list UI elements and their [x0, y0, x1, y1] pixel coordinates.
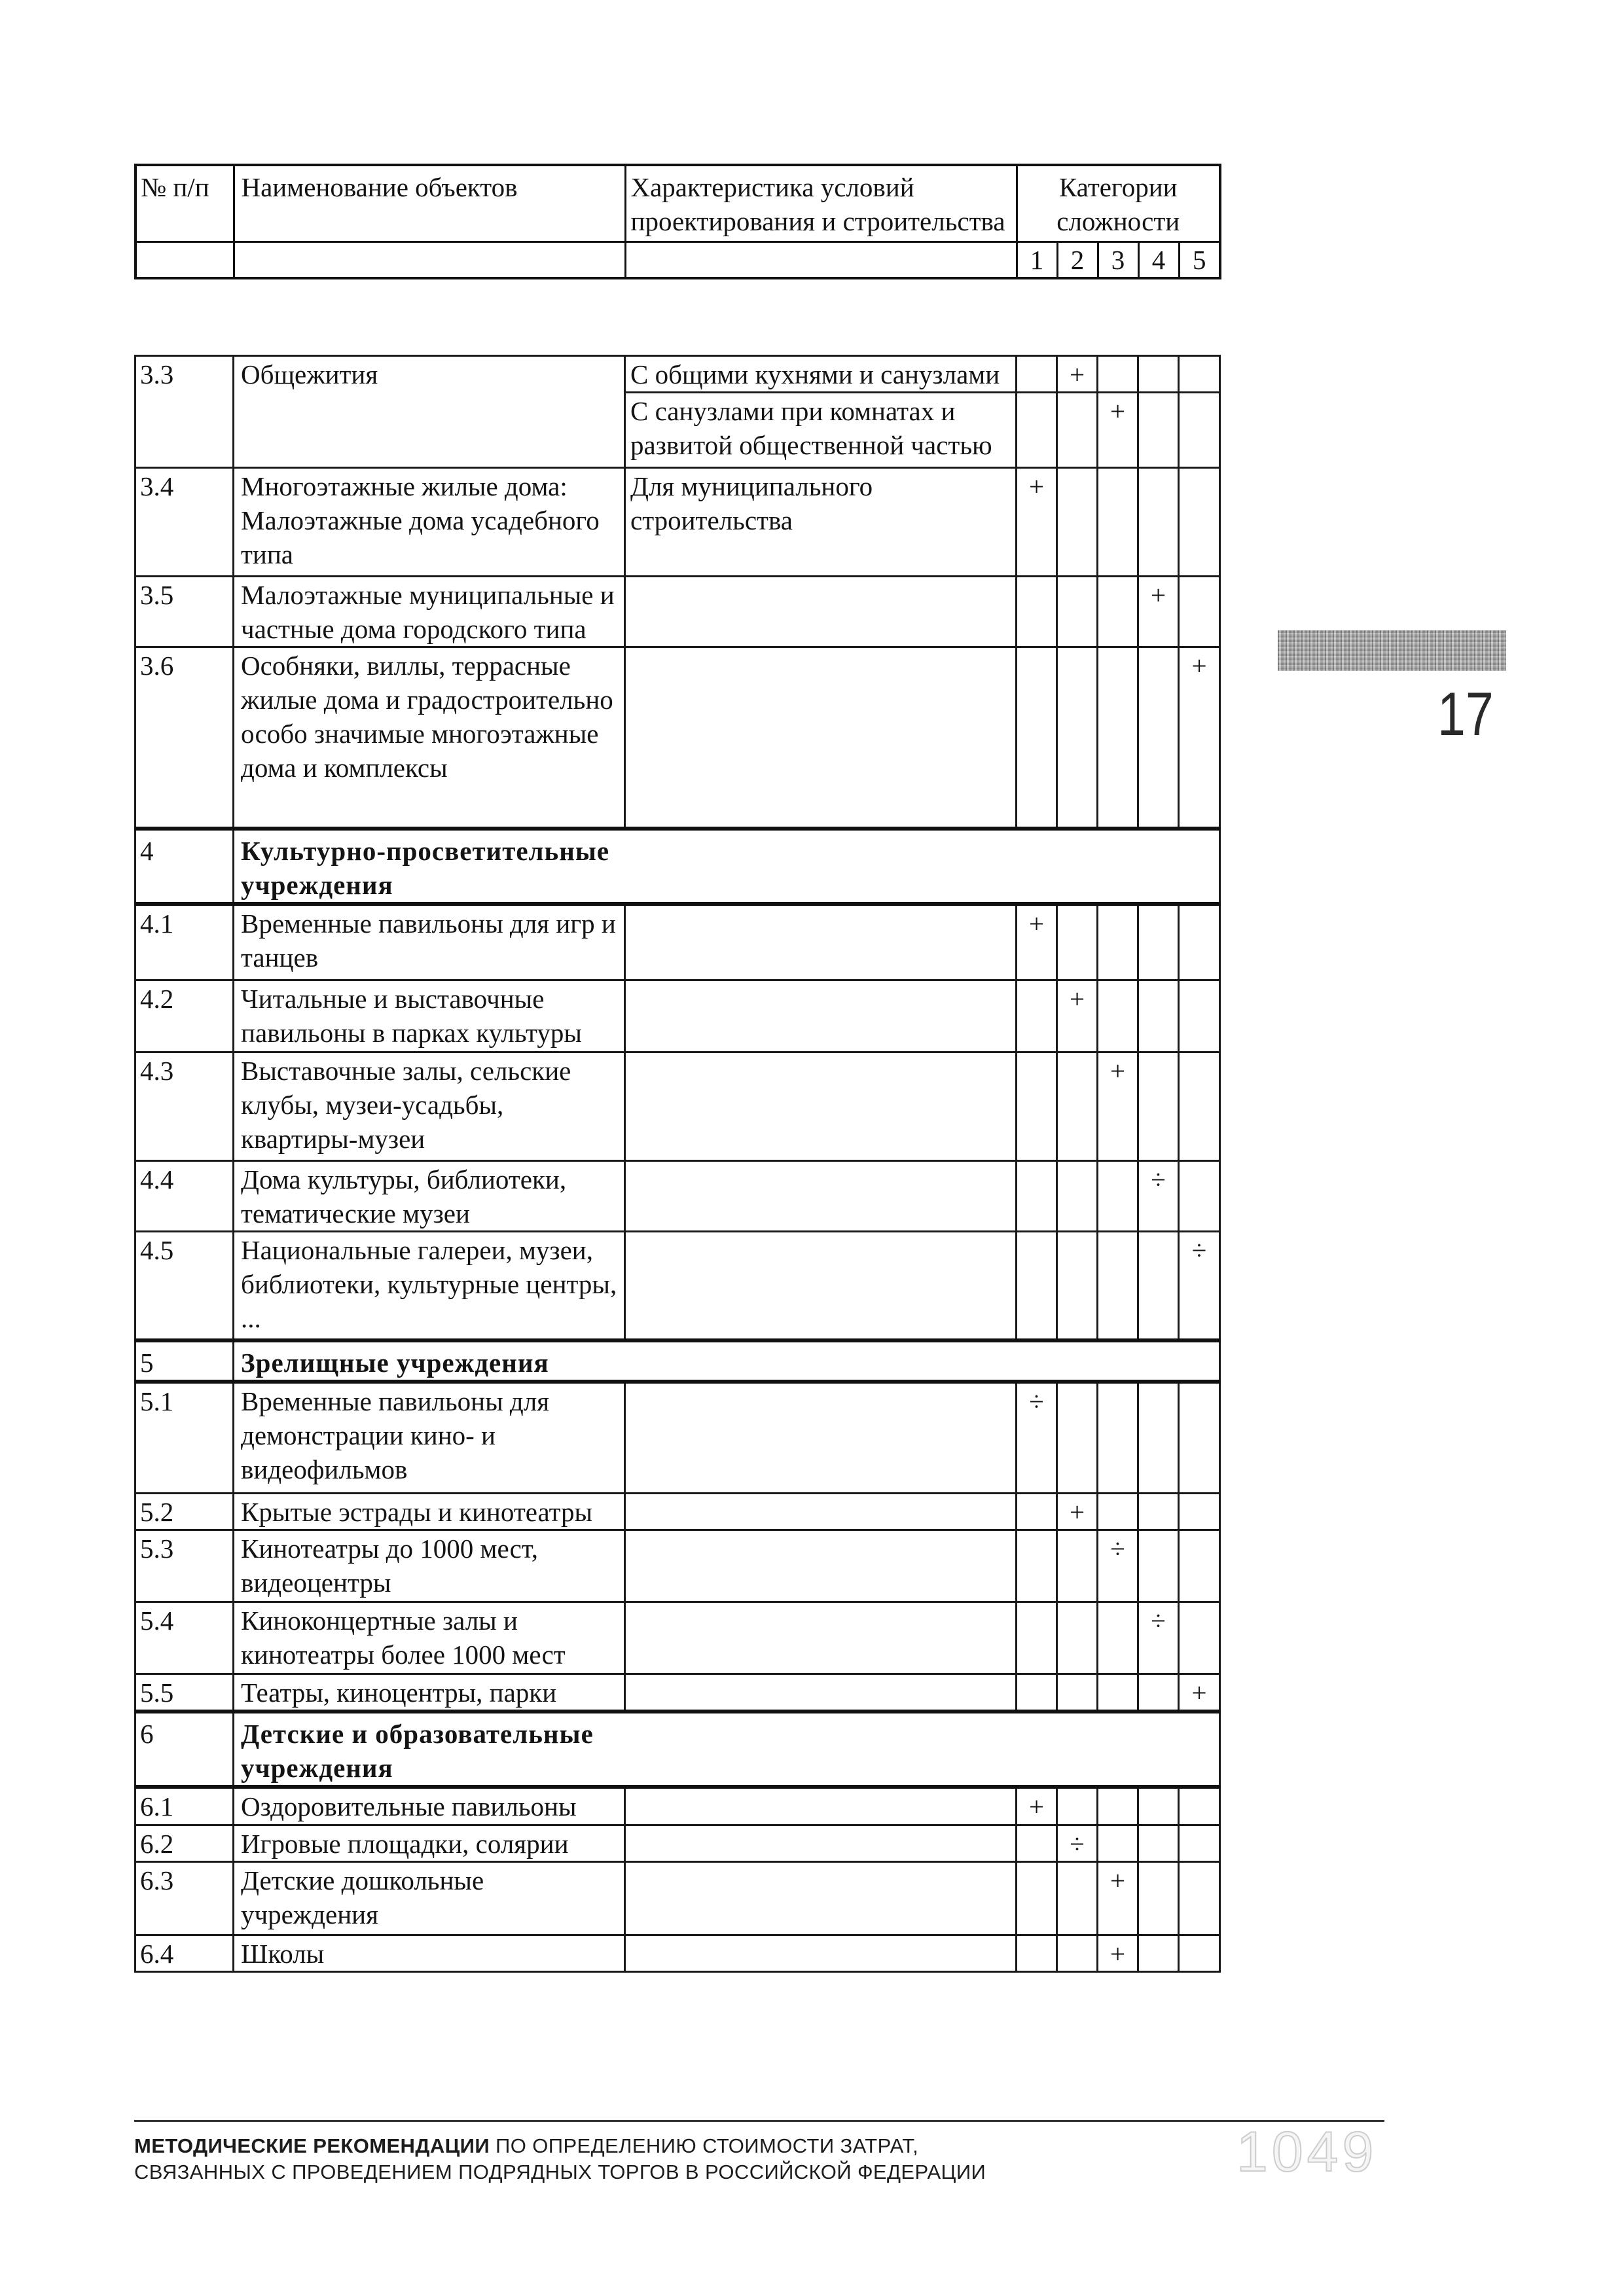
row-number: 3.6: [135, 647, 234, 829]
category-cell: [1179, 980, 1220, 1052]
conditions-text: [625, 1935, 1017, 1971]
category-cell: [1017, 1494, 1057, 1530]
category-mark: ÷: [1138, 1602, 1179, 1674]
category-cell: [1057, 1382, 1098, 1494]
category-cell: [1017, 1674, 1057, 1712]
category-mark: +: [1179, 647, 1220, 829]
row-number: 4.4: [135, 1161, 234, 1232]
row-number: 3.3: [135, 356, 234, 468]
object-name: Малоэтажные муниципальные и частные дома городского типа: [234, 577, 625, 647]
category-cell: [1017, 356, 1057, 393]
category-cell: [1098, 1825, 1138, 1861]
conditions-text: [625, 1825, 1017, 1861]
category-cell: [1098, 1232, 1138, 1340]
table-row: [135, 577, 1220, 647]
category-cell: [1057, 1161, 1098, 1232]
object-name: Читальные и выставочные павильоны в парках культуры: [234, 980, 625, 1052]
table-row: [135, 647, 1220, 829]
row-number: 5.4: [135, 1602, 234, 1674]
category-cell: [1138, 1825, 1179, 1861]
conditions-text: С санузлами при комнатах и развитой общественной частью: [625, 393, 1017, 468]
footer-line-1: [134, 2133, 1247, 2159]
category-mark: +: [1098, 1052, 1138, 1161]
table-row: [135, 1161, 1220, 1232]
category-cell: [1138, 1494, 1179, 1530]
category-cell: [1057, 577, 1098, 647]
category-cell: [1138, 468, 1179, 577]
category-cell: [1017, 1602, 1057, 1674]
conditions-text: [625, 1052, 1017, 1161]
table-row: [135, 1530, 1220, 1602]
object-name: Детские дошкольные учреждения: [234, 1861, 625, 1935]
category-cell: [1057, 1861, 1098, 1935]
category-cell: [1138, 1530, 1179, 1602]
category-number-1: 1: [1017, 242, 1057, 278]
column-header-number: № п/п: [135, 165, 234, 242]
category-number-5: 5: [1179, 242, 1220, 278]
category-cell: [1179, 1787, 1220, 1825]
table-row: [135, 904, 1220, 980]
category-cell: [1179, 1530, 1220, 1602]
row-number: 4.3: [135, 1052, 234, 1161]
row-number: 6.2: [135, 1825, 234, 1861]
footer-line-2: СВЯЗАННЫХ С ПРОВЕДЕНИЕМ ПОДРЯДНЫХ ТОРГОВ В РОССИЙСКОЙ ФЕДЕРАЦИИ: [134, 2161, 986, 2183]
category-cell: [1179, 1494, 1220, 1530]
category-cell: [1057, 1787, 1098, 1825]
table-row: [135, 1787, 1220, 1825]
row-number: 4.5: [135, 1232, 234, 1340]
object-name: Киноконцертные залы и кинотеатры более 1000 мест: [234, 1602, 625, 1674]
footer-title-bold: МЕТОДИЧЕСКИЕ РЕКОМЕНДАЦИИ: [134, 2134, 490, 2157]
category-cell: [1098, 1674, 1138, 1712]
table-row: [135, 1052, 1220, 1161]
conditions-text: [625, 577, 1017, 647]
category-cell: [1017, 647, 1057, 829]
category-cell: [1057, 1935, 1098, 1971]
category-number-3: 3: [1098, 242, 1138, 278]
category-mark: +: [1057, 356, 1098, 393]
conditions-text: С общими кухнями и санузлами: [625, 356, 1017, 393]
objects-table: [134, 355, 1221, 1973]
category-cell: [1098, 468, 1138, 577]
header-table: [134, 164, 1221, 279]
table-row: [135, 468, 1220, 577]
category-cell: [1098, 356, 1138, 393]
object-name: Временные павильоны для игр и танцев: [234, 904, 625, 980]
category-cell: [1057, 1232, 1098, 1340]
row-number: 5.3: [135, 1530, 234, 1602]
category-mark: +: [1098, 1935, 1138, 1971]
category-cell: [1098, 647, 1138, 829]
table-row: [135, 980, 1220, 1052]
object-name: Многоэтажные жилые дома: Малоэтажные дома усадебного типа: [234, 468, 625, 577]
category-number-row: [135, 242, 1220, 278]
category-cell: [1138, 1232, 1179, 1340]
category-cell: [1017, 1935, 1057, 1971]
category-cell: [1138, 1861, 1179, 1935]
section-row: [135, 1340, 1220, 1382]
category-mark: +: [1017, 904, 1057, 980]
row-number: 3.5: [135, 577, 234, 647]
table-row: [135, 1232, 1220, 1340]
category-cell: [1098, 577, 1138, 647]
object-name: Кинотеатры до 1000 мест, видеоцентры: [234, 1530, 625, 1602]
category-cell: [1138, 393, 1179, 468]
category-mark: +: [1098, 1861, 1138, 1935]
conditions-text: Для муниципального строительства: [625, 468, 1017, 577]
category-mark: +: [1017, 468, 1057, 577]
category-cell: [1138, 904, 1179, 980]
section-number: 4: [135, 829, 234, 904]
table-row: [135, 1825, 1220, 1861]
column-header-name: Наименование объектов: [234, 165, 625, 242]
category-cell: [1179, 577, 1220, 647]
category-mark: +: [1057, 980, 1098, 1052]
category-mark: ÷: [1057, 1825, 1098, 1861]
conditions-text: [625, 1161, 1017, 1232]
row-number: 5.1: [135, 1382, 234, 1494]
category-mark: +: [1179, 1674, 1220, 1712]
conditions-text: [625, 1674, 1017, 1712]
category-cell: [1057, 904, 1098, 980]
category-number-4: 4: [1138, 242, 1179, 278]
category-cell: [1057, 1530, 1098, 1602]
object-name: Национальные галереи, музеи, библиотеки, культурные центры, ...: [234, 1232, 625, 1340]
category-cell: [1098, 1382, 1138, 1494]
category-mark: +: [1017, 1787, 1057, 1825]
footer-title-rest: ПО ОПРЕДЕЛЕНИЮ СТОИМОСТИ ЗАТРАТ,: [496, 2134, 919, 2157]
category-cell: [1057, 1674, 1098, 1712]
category-cell: [1098, 1494, 1138, 1530]
row-number: 3.4: [135, 468, 234, 577]
category-cell: [1017, 1530, 1057, 1602]
category-mark: ÷: [1098, 1530, 1138, 1602]
category-cell: [1138, 1052, 1179, 1161]
conditions-text: [625, 647, 1017, 829]
category-cell: [1179, 1935, 1220, 1971]
header-row: [135, 165, 1220, 242]
row-number: 5.2: [135, 1494, 234, 1530]
category-cell: [1098, 1787, 1138, 1825]
category-cell: [1179, 1602, 1220, 1674]
conditions-text: [625, 1861, 1017, 1935]
row-number: 4.1: [135, 904, 234, 980]
category-cell: [1138, 1382, 1179, 1494]
category-cell: [1179, 904, 1220, 980]
category-cell: [1179, 468, 1220, 577]
empty-cell: [135, 242, 234, 278]
section-tab-marker: [1278, 630, 1506, 671]
category-cell: [1057, 393, 1098, 468]
category-cell: [1138, 1935, 1179, 1971]
category-cell: [1098, 980, 1138, 1052]
category-cell: [1017, 577, 1057, 647]
conditions-text: [625, 1787, 1017, 1825]
category-mark: ÷: [1138, 1161, 1179, 1232]
conditions-text: [625, 1382, 1017, 1494]
object-name: Общежития: [234, 356, 625, 468]
conditions-text: [625, 980, 1017, 1052]
category-cell: [1179, 1161, 1220, 1232]
section-number: 6: [135, 1712, 234, 1787]
category-cell: [1138, 1674, 1179, 1712]
row-number: 4.2: [135, 980, 234, 1052]
category-cell: [1179, 393, 1220, 468]
section-number: 5: [135, 1340, 234, 1382]
empty-cell: [234, 242, 625, 278]
empty-cell: [625, 242, 1017, 278]
table-row: [135, 356, 1220, 393]
category-cell: [1057, 647, 1098, 829]
category-cell: [1179, 1861, 1220, 1935]
category-cell: [1179, 1825, 1220, 1861]
category-cell: [1138, 647, 1179, 829]
category-cell: [1017, 1861, 1057, 1935]
table-row: [135, 1382, 1220, 1494]
object-name: Временные павильоны для демонстрации кино- и видеофильмов: [234, 1382, 625, 1494]
category-cell: [1017, 1825, 1057, 1861]
column-header-conditions: Характеристика условий проектирования и строительства: [625, 165, 1017, 242]
category-cell: [1138, 980, 1179, 1052]
conditions-text: [625, 904, 1017, 980]
section-title: Культурно-просветительные учреждения: [234, 829, 1220, 904]
category-mark: +: [1138, 577, 1179, 647]
table-row: [135, 1935, 1220, 1971]
object-name: Особняки, виллы, террасные жилые дома и градостроительно особо значимые многоэтажные дома и комплексы: [234, 647, 625, 829]
category-mark: +: [1057, 1494, 1098, 1530]
category-cell: [1057, 468, 1098, 577]
category-cell: [1017, 980, 1057, 1052]
table-row: [135, 1674, 1220, 1712]
category-cell: [1017, 1052, 1057, 1161]
category-cell: [1098, 1602, 1138, 1674]
footer-text: [134, 2133, 1247, 2185]
table-row: [135, 1602, 1220, 1674]
category-cell: [1179, 1052, 1220, 1161]
section-row: [135, 1712, 1220, 1787]
category-number-2: 2: [1057, 242, 1098, 278]
category-cell: [1138, 356, 1179, 393]
object-name: Школы: [234, 1935, 625, 1971]
row-number: 6.1: [135, 1787, 234, 1825]
table-row: [135, 1861, 1220, 1935]
section-title: Зрелищные учреждения: [234, 1340, 1220, 1382]
category-cell: [1098, 904, 1138, 980]
row-number: 5.5: [135, 1674, 234, 1712]
object-name: Дома культуры, библиотеки, тематические музеи: [234, 1161, 625, 1232]
category-cell: [1138, 1787, 1179, 1825]
row-number: 6.4: [135, 1935, 234, 1971]
category-cell: [1098, 1161, 1138, 1232]
faded-stamp: 1049: [1236, 2121, 1378, 2183]
footer-divider: [134, 2120, 1384, 2122]
category-cell: [1179, 1382, 1220, 1494]
category-cell: [1057, 1602, 1098, 1674]
conditions-text: [625, 1530, 1017, 1602]
category-cell: [1057, 1052, 1098, 1161]
object-name: Крытые эстрады и кинотеатры: [234, 1494, 625, 1530]
section-row: [135, 829, 1220, 904]
category-cell: [1179, 356, 1220, 393]
category-cell: [1017, 393, 1057, 468]
category-mark: ÷: [1179, 1232, 1220, 1340]
category-cell: [1017, 1232, 1057, 1340]
conditions-text: [625, 1232, 1017, 1340]
column-header-categories: Категории сложности: [1017, 165, 1220, 242]
conditions-text: [625, 1494, 1017, 1530]
category-mark: +: [1098, 393, 1138, 468]
object-name: Игровые площадки, солярии: [234, 1825, 625, 1861]
row-number: 6.3: [135, 1861, 234, 1935]
section-title: Детские и образовательные учреждения: [234, 1712, 1220, 1787]
object-name: Выставочные залы, сельские клубы, музеи-усадьбы, квартиры-музеи: [234, 1052, 625, 1161]
page-number: 17: [1437, 679, 1494, 748]
table-row: [135, 1494, 1220, 1530]
category-mark: ÷: [1017, 1382, 1057, 1494]
object-name: Театры, киноцентры, парки: [234, 1674, 625, 1712]
object-name: Оздоровительные павильоны: [234, 1787, 625, 1825]
conditions-text: [625, 1602, 1017, 1674]
category-cell: [1017, 1161, 1057, 1232]
